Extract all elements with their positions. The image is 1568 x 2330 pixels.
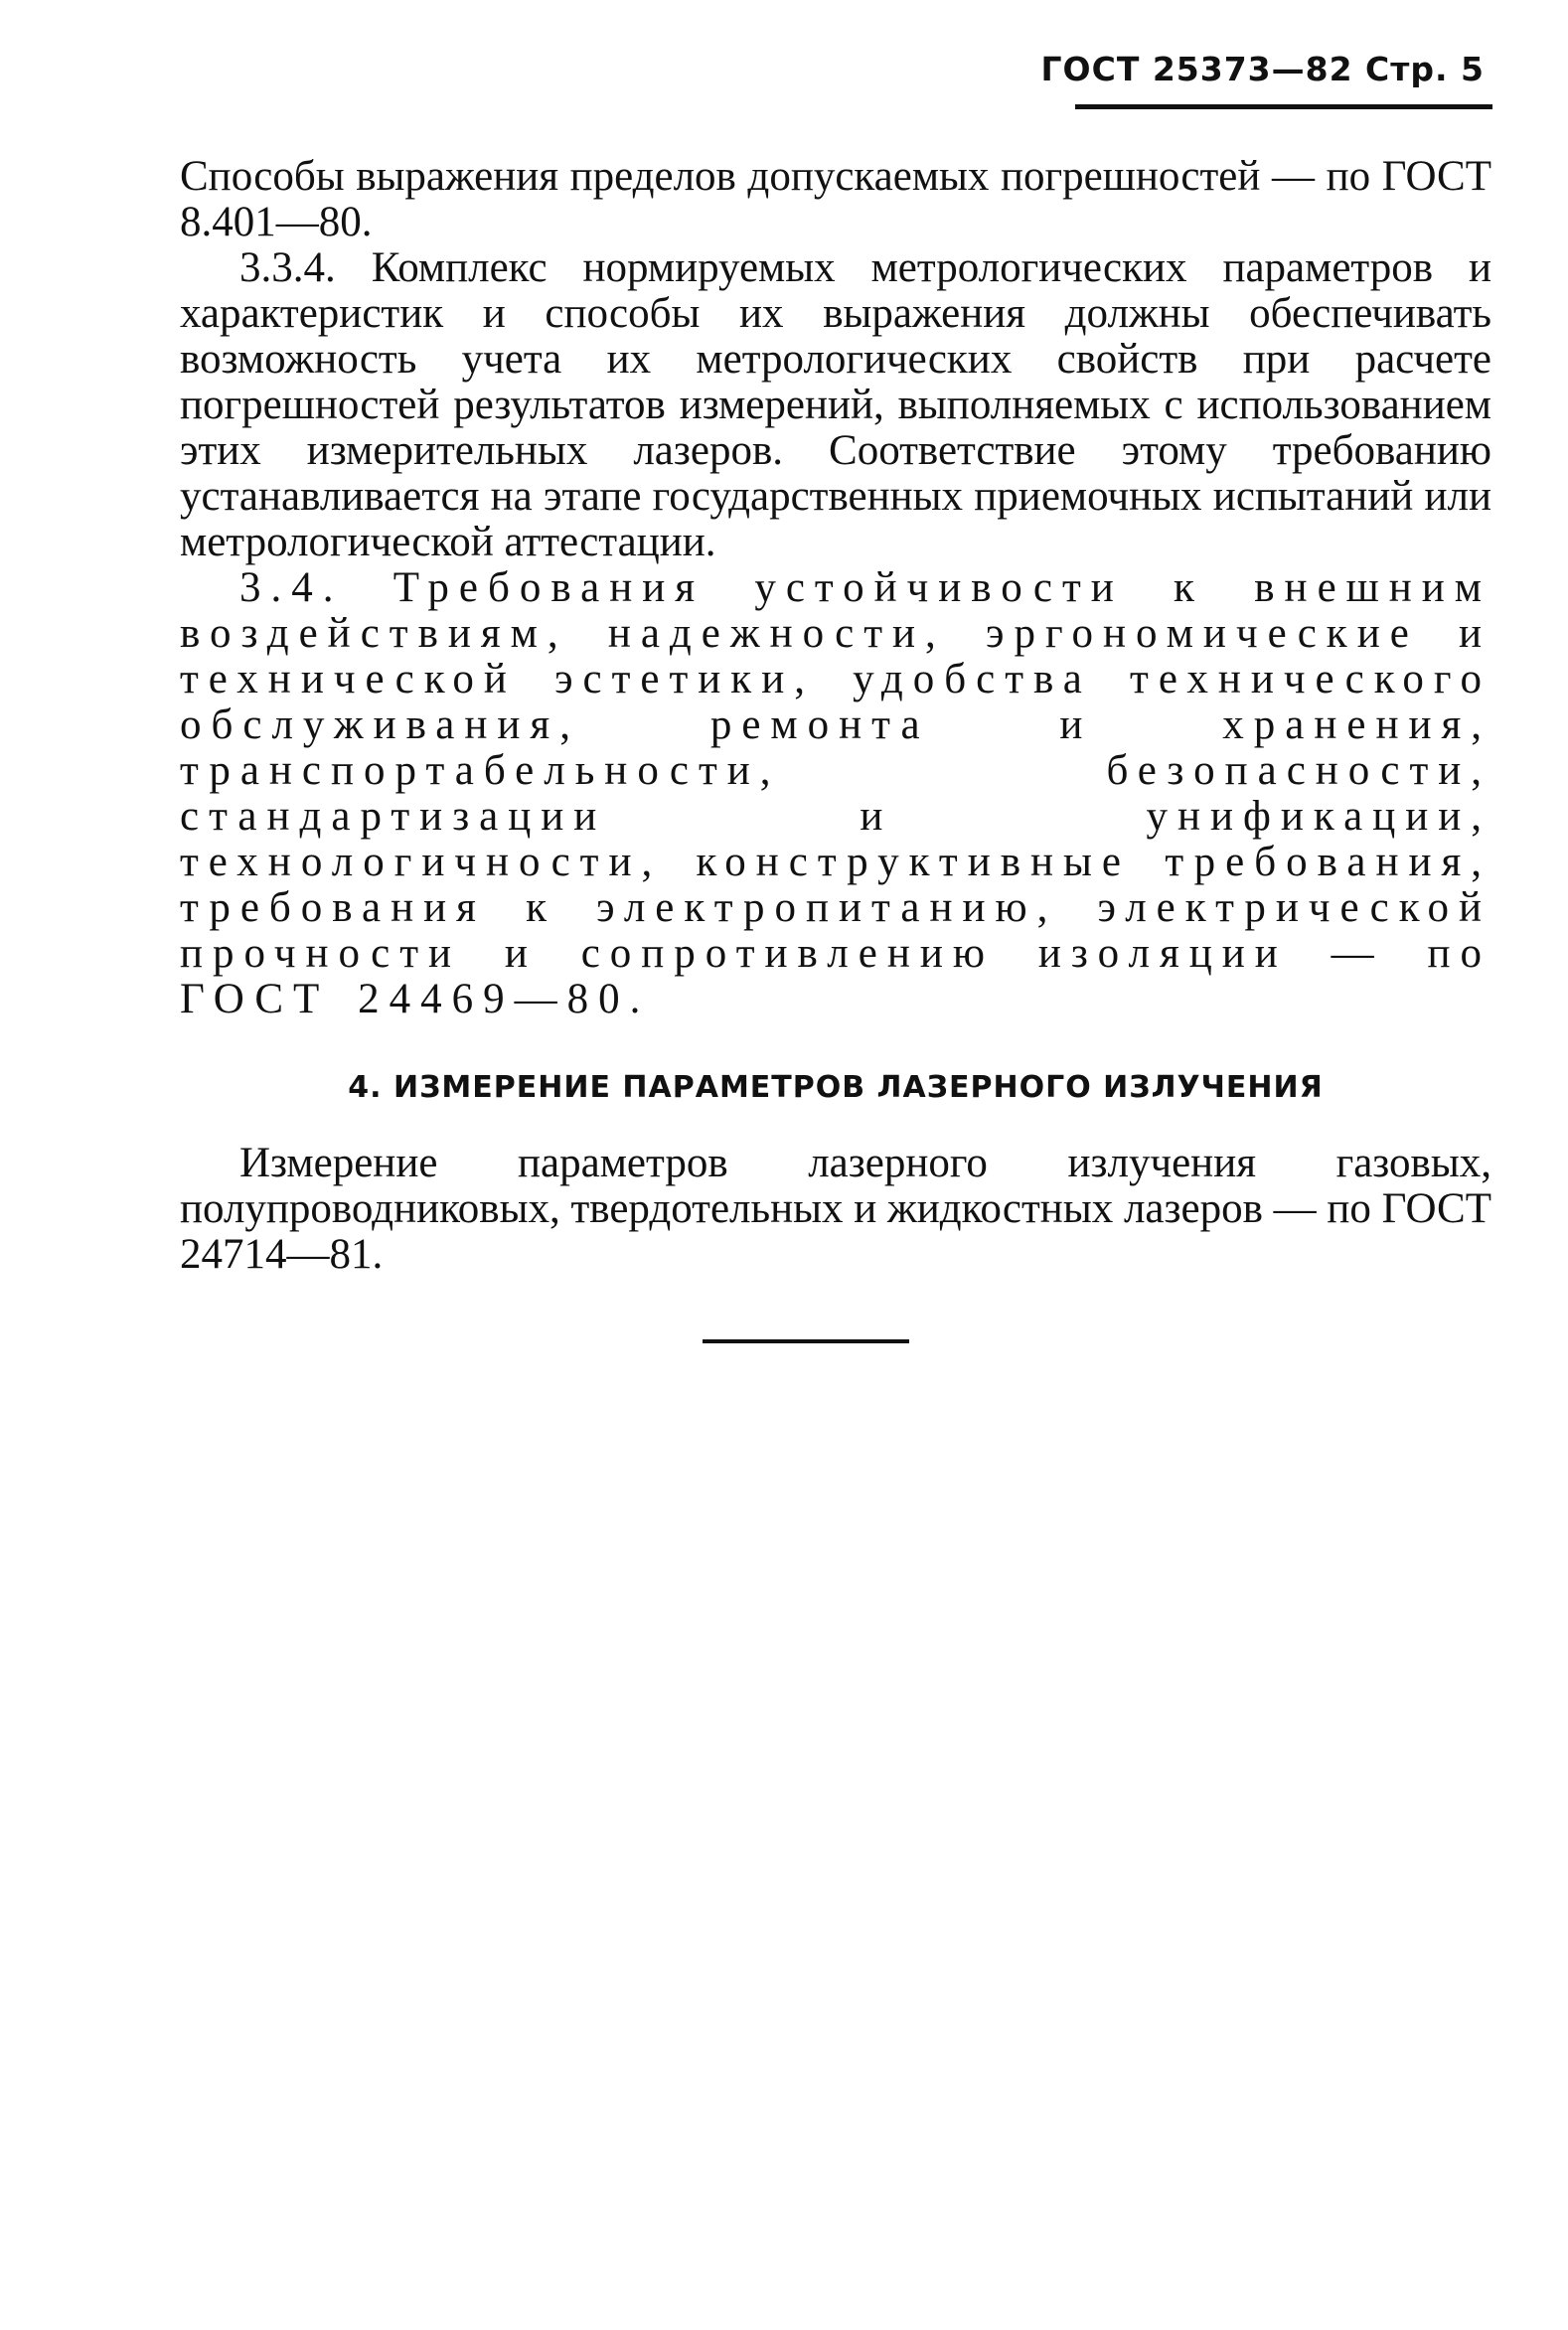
page-header: ГОСТ 25373—82 Стр. 5	[1040, 50, 1485, 88]
end-rule	[703, 1339, 909, 1343]
paragraph-3-4: 3.4. Требования устойчивости к внешним воздействиям, надежности, эргономические и технической эстетики, удобства технического обслуживания, ремонта и хранения, транспортабельности, безопасности, стандартизации и унификации, технологичности, конструктивные требования, требования к электропитанию, электрической прочности и сопротивлению изоляции — по ГОСТ 24469—80.	[180, 564, 1491, 1022]
paragraph-error-limits: Способы выражения пределов допускаемых погрешностей — по ГОСТ 8.401—80.	[180, 153, 1491, 245]
paragraph-section-4: Измерение параметров лазерного излучения газовых, полупроводниковых, твердотельных и жидкостных лазеров — по ГОСТ 24714—81.	[180, 1140, 1491, 1278]
section-4-heading: 4. ИЗМЕРЕНИЕ ПАРАМЕТРОВ ЛАЗЕРНОГО ИЗЛУЧЕНИЯ	[348, 1070, 1324, 1105]
header-rule	[1075, 104, 1492, 109]
paragraph-3-3-4: 3.3.4. Комплекс нормируемых метрологических параметров и характеристик и способы их выражения должны обеспечивать возможность учета их метрологических свойств при расчете погрешностей результатов измерений, выполняемых с использованием этих измерительных лазеров. Соответствие этому требованию устанавливается на этапе государственных приемочных испытаний или метрологической аттестации.	[180, 244, 1491, 565]
page-body	[180, 154, 1491, 1278]
